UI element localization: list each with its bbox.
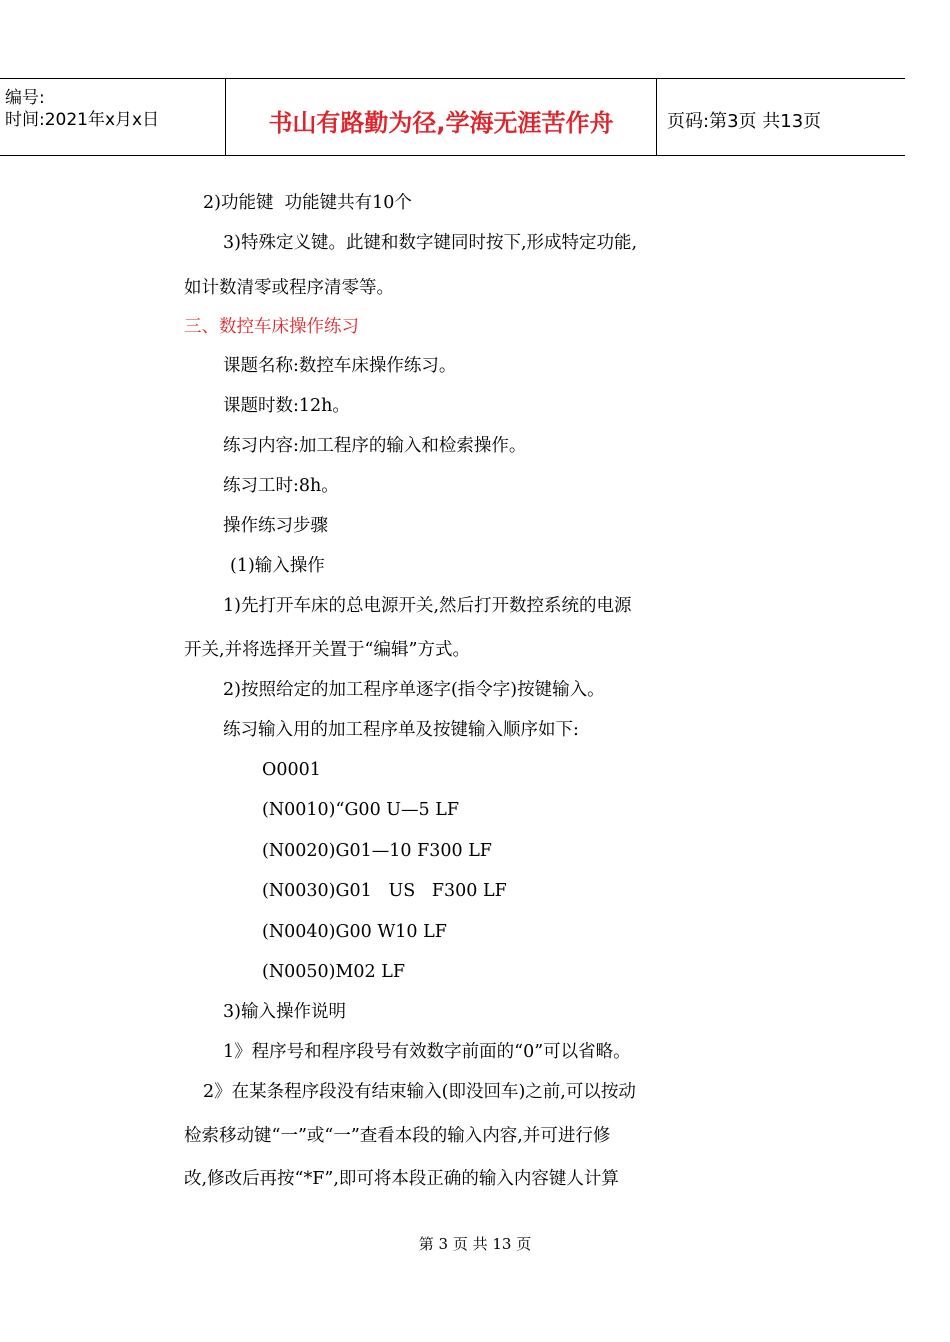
program-line: (N0030)G01 US F300 LF	[262, 881, 507, 901]
body-line: 改,修改后再按“*F”,即可将本段正确的输入内容键人计算	[184, 1169, 619, 1189]
body-line: 检索移动键“一”或“一”查看本段的输入内容,并可进行修	[184, 1126, 611, 1146]
document-time-label: 时间:2021年x月x日	[5, 110, 160, 130]
body-line: 课题名称:数控车床操作练习。	[223, 356, 457, 376]
body-line: 3)特殊定义键。此键和数字键同时按下,形成特定功能,	[223, 233, 638, 253]
body-line: 课题时数:12h。	[223, 396, 350, 416]
program-line: (N0020)G01—10 F300 LF	[262, 841, 492, 861]
body-line: 2》在某条程序段没有结束输入(即没回车)之前,可以按动	[203, 1082, 636, 1102]
document-number-label: 编号:	[5, 88, 45, 108]
body-line: 开关,并将选择开关置于“编辑”方式。	[184, 640, 470, 660]
body-line: 练习内容:加工程序的输入和检索操作。	[223, 436, 527, 456]
body-line: 1》程序号和程序段号有效数字前面的“0”可以省略。	[223, 1042, 631, 1062]
page-footer: 第 3 页 共 13 页	[418, 1235, 532, 1253]
program-line: (N0010)“G00 U—5 LF	[262, 800, 459, 820]
document-header	[0, 78, 905, 156]
header-page-info: 页码:第3页 共13页	[667, 111, 822, 132]
body-line: 操作练习步骤	[223, 516, 328, 536]
body-line: 如计数清零或程序清零等。	[184, 278, 394, 298]
header-meta-cell	[0, 79, 226, 155]
program-line: O0001	[262, 760, 321, 780]
body-line: 2)功能键 功能键共有10个	[203, 193, 412, 213]
header-motto-cell	[226, 79, 657, 155]
body-line: (1)输入操作	[230, 556, 325, 576]
body-line: 2)按照给定的加工程序单逐字(指令字)按键输入。	[223, 680, 605, 700]
body-line: 3)输入操作说明	[223, 1002, 346, 1022]
body-line: 练习工时:8h。	[223, 476, 339, 496]
body-line: 练习输入用的加工程序单及按键输入顺序如下:	[223, 720, 579, 740]
program-line: (N0050)M02 LF	[262, 962, 406, 982]
body-line: 1)先打开车床的总电源开关,然后打开数控系统的电源	[223, 596, 632, 616]
program-line: (N0040)G00 W10 LF	[262, 922, 447, 942]
header-motto: 书山有路勤为径,学海无涯苦作舟	[268, 109, 614, 137]
header-page-cell	[657, 79, 905, 155]
section-heading: 三、数控车床操作练习	[184, 317, 359, 337]
